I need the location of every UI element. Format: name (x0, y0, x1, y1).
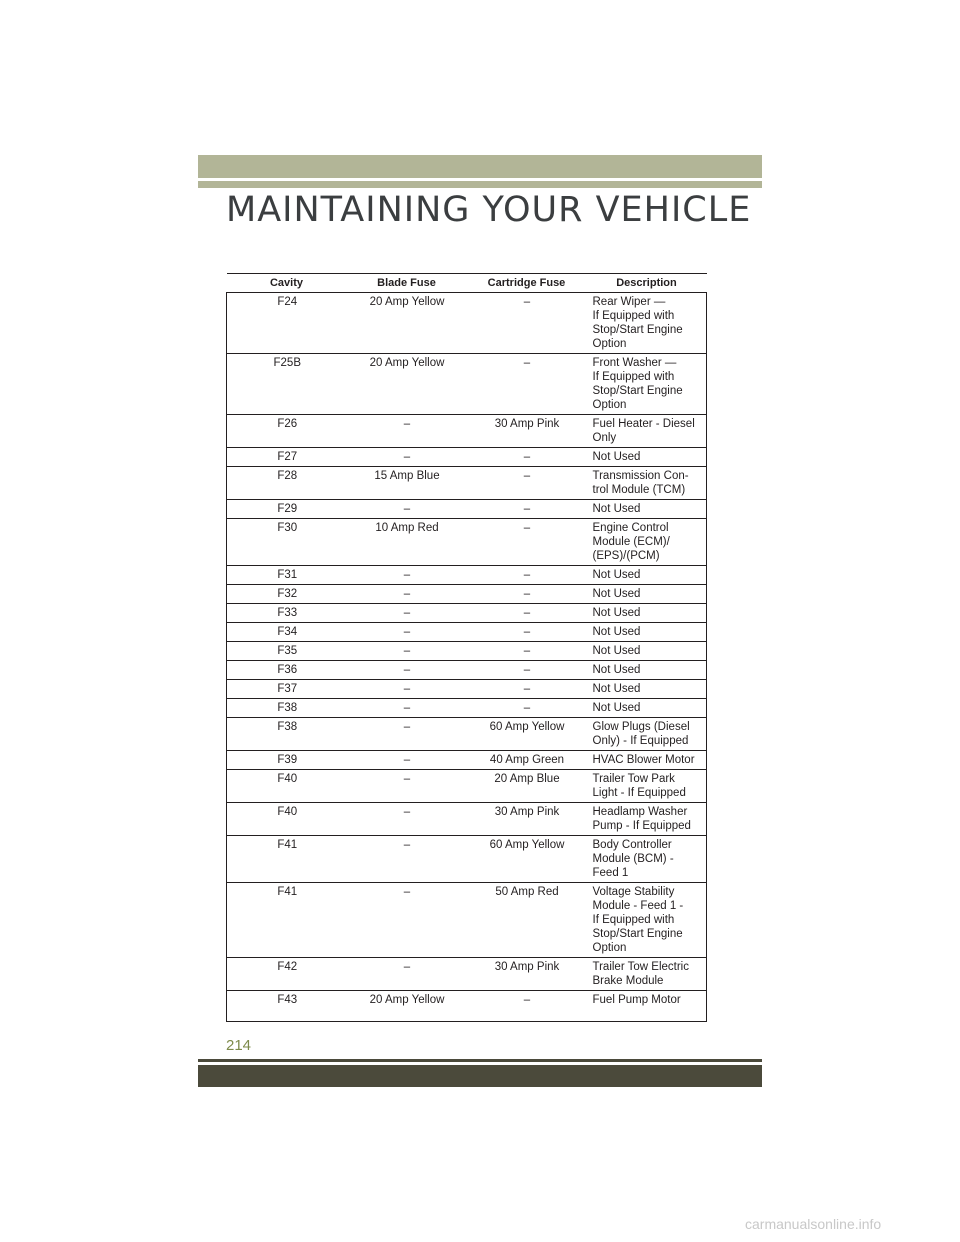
column-header-cavity: Cavity (227, 274, 347, 293)
cell-cartridge-fuse: – (467, 623, 587, 642)
cell-cavity: F38 (227, 699, 347, 718)
section-title: MAINTAINING YOUR VEHICLE (226, 190, 752, 230)
cell-blade-fuse: – (347, 836, 467, 883)
table-row (227, 500, 707, 519)
cell-description: Not Used (587, 699, 707, 718)
table-row (227, 293, 707, 354)
cell-description: Not Used (587, 642, 707, 661)
cell-cartridge-fuse: – (467, 680, 587, 699)
cell-description: Voltage Stability Module - Feed 1 - If Equipped with Stop/Start Engine Option (587, 883, 707, 958)
cell-blade-fuse: – (347, 623, 467, 642)
cell-description: Not Used (587, 566, 707, 585)
cell-blade-fuse: – (347, 883, 467, 958)
cell-cavity: F37 (227, 680, 347, 699)
cell-cavity: F30 (227, 519, 347, 566)
cell-description: Fuel Pump Motor (587, 991, 707, 1022)
table-header-row (227, 274, 707, 293)
cell-description: Headlamp Washer Pump - If Equipped (587, 803, 707, 836)
cell-cartridge-fuse: – (467, 500, 587, 519)
cell-description: Body Controller Module (BCM) - Feed 1 (587, 836, 707, 883)
cell-cartridge-fuse: 20 Amp Blue (467, 770, 587, 803)
cell-cavity: F39 (227, 751, 347, 770)
table-row (227, 991, 707, 1022)
cell-description: Trailer Tow Electric Brake Module (587, 958, 707, 991)
cell-description: Fuel Heater - Diesel Only (587, 415, 707, 448)
cell-description: Trailer Tow Park Light - If Equipped (587, 770, 707, 803)
cell-blade-fuse: – (347, 415, 467, 448)
cell-blade-fuse: 10 Amp Red (347, 519, 467, 566)
cell-cartridge-fuse: – (467, 661, 587, 680)
cell-blade-fuse: – (347, 718, 467, 751)
cell-cavity: F40 (227, 803, 347, 836)
cell-description: Transmission Con- trol Module (TCM) (587, 467, 707, 500)
cell-description: HVAC Blower Motor (587, 751, 707, 770)
cell-cavity: F42 (227, 958, 347, 991)
cell-cavity: F41 (227, 836, 347, 883)
column-header-cartridge-fuse: Cartridge Fuse (467, 274, 587, 293)
cell-cavity: F28 (227, 467, 347, 500)
cell-cartridge-fuse: – (467, 585, 587, 604)
cell-blade-fuse: – (347, 751, 467, 770)
table-row (227, 661, 707, 680)
header-accent-rule (198, 181, 762, 188)
cell-blade-fuse: – (347, 958, 467, 991)
cell-cartridge-fuse: 60 Amp Yellow (467, 718, 587, 751)
cell-cartridge-fuse: – (467, 642, 587, 661)
table-row (227, 354, 707, 415)
cell-blade-fuse: – (347, 500, 467, 519)
page-number: 214 (226, 1037, 252, 1054)
cell-cavity: F35 (227, 642, 347, 661)
cell-blade-fuse: – (347, 699, 467, 718)
header-accent-band (198, 155, 762, 178)
cell-blade-fuse: – (347, 585, 467, 604)
table-row (227, 642, 707, 661)
cell-cavity: F36 (227, 661, 347, 680)
cell-description: Engine Control Module (ECM)/ (EPS)/(PCM) (587, 519, 707, 566)
table-row (227, 623, 707, 642)
cell-blade-fuse: – (347, 661, 467, 680)
table-row (227, 604, 707, 623)
cell-cartridge-fuse: 60 Amp Yellow (467, 836, 587, 883)
cell-cartridge-fuse: – (467, 604, 587, 623)
cell-blade-fuse: – (347, 566, 467, 585)
cell-cartridge-fuse: 30 Amp Pink (467, 958, 587, 991)
cell-description: Not Used (587, 604, 707, 623)
cell-blade-fuse: – (347, 642, 467, 661)
footer-rule (198, 1059, 762, 1062)
table-row (227, 770, 707, 803)
table-row (227, 836, 707, 883)
cell-description: Glow Plugs (Diesel Only) - If Equipped (587, 718, 707, 751)
cell-cavity: F24 (227, 293, 347, 354)
watermark: carmanualsonline.info (745, 1216, 882, 1232)
table-row (227, 751, 707, 770)
cell-cavity: F41 (227, 883, 347, 958)
cell-blade-fuse: – (347, 680, 467, 699)
cell-description: Not Used (587, 623, 707, 642)
table-row (227, 448, 707, 467)
table-row (227, 958, 707, 991)
cell-blade-fuse: – (347, 803, 467, 836)
cell-cartridge-fuse: – (467, 467, 587, 500)
cell-blade-fuse: 20 Amp Yellow (347, 293, 467, 354)
cell-cartridge-fuse: 40 Amp Green (467, 751, 587, 770)
cell-cavity: F40 (227, 770, 347, 803)
fuse-table-body (227, 293, 707, 1022)
cell-cartridge-fuse: 30 Amp Pink (467, 803, 587, 836)
column-header-description: Description (587, 274, 707, 293)
cell-cavity: F31 (227, 566, 347, 585)
column-header-blade-fuse: Blade Fuse (347, 274, 467, 293)
cell-description: Not Used (587, 585, 707, 604)
cell-cavity: F29 (227, 500, 347, 519)
table-row (227, 566, 707, 585)
cell-cartridge-fuse: – (467, 991, 587, 1022)
cell-cartridge-fuse: – (467, 699, 587, 718)
cell-cavity: F38 (227, 718, 347, 751)
cell-cavity: F33 (227, 604, 347, 623)
cell-description: Front Washer — If Equipped with Stop/Start Engine Option (587, 354, 707, 415)
table-row (227, 415, 707, 448)
cell-blade-fuse: 20 Amp Yellow (347, 354, 467, 415)
cell-blade-fuse: 15 Amp Blue (347, 467, 467, 500)
cell-cavity: F25B (227, 354, 347, 415)
cell-cartridge-fuse: – (467, 293, 587, 354)
cell-cartridge-fuse: 30 Amp Pink (467, 415, 587, 448)
cell-blade-fuse: 20 Amp Yellow (347, 991, 467, 1022)
footer-band (198, 1065, 762, 1087)
table-row (227, 585, 707, 604)
cell-blade-fuse: – (347, 770, 467, 803)
cell-description: Not Used (587, 680, 707, 699)
cell-description: Rear Wiper — If Equipped with Stop/Start Engine Option (587, 293, 707, 354)
table-row (227, 803, 707, 836)
cell-blade-fuse: – (347, 448, 467, 467)
fuse-table (226, 273, 707, 1022)
cell-cartridge-fuse: – (467, 519, 587, 566)
table-row (227, 699, 707, 718)
table-row (227, 680, 707, 699)
table-row (227, 467, 707, 500)
cell-cavity: F26 (227, 415, 347, 448)
cell-blade-fuse: – (347, 604, 467, 623)
cell-cartridge-fuse: 50 Amp Red (467, 883, 587, 958)
cell-cavity: F34 (227, 623, 347, 642)
table-row (227, 718, 707, 751)
cell-cavity: F27 (227, 448, 347, 467)
cell-description: Not Used (587, 448, 707, 467)
cell-description: Not Used (587, 500, 707, 519)
table-row (227, 519, 707, 566)
cell-cavity: F32 (227, 585, 347, 604)
cell-description: Not Used (587, 661, 707, 680)
table-row (227, 883, 707, 958)
cell-cartridge-fuse: – (467, 354, 587, 415)
cell-cartridge-fuse: – (467, 448, 587, 467)
cell-cavity: F43 (227, 991, 347, 1022)
cell-cartridge-fuse: – (467, 566, 587, 585)
